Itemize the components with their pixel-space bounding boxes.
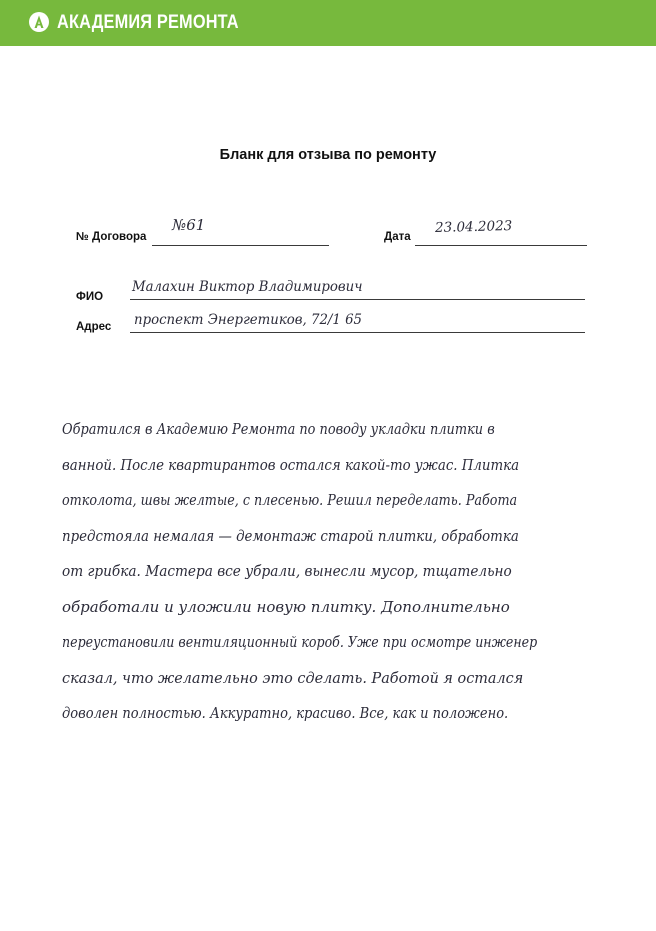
review-line: Обратился в Академию Ремонта по поводу укладки плитки в — [62, 420, 495, 438]
contract-value: №61 — [172, 216, 206, 234]
review-line: переустановили вентиляционный короб. Уже при осмотре инженер — [62, 633, 538, 651]
review-text — [62, 412, 582, 732]
name-value: Малахин Виктор Владимирович — [132, 279, 363, 295]
form-title: Бланк для отзыва по ремонту — [219, 147, 437, 163]
name-underline — [130, 299, 585, 300]
review-line: сказал, что желательно это сделать. Работой я остался — [62, 668, 524, 687]
date-underline — [415, 245, 587, 246]
review-line: обработали и уложили новую плитку. Дополнительно — [62, 597, 510, 616]
brand-name: АКАДЕМИЯ РЕМОНТА — [57, 12, 239, 33]
review-line: предстояла немалая — демонтаж старой плитки, обработка — [62, 526, 519, 545]
date-label: Дата — [384, 231, 411, 243]
review-line: ванной. После квартирантов остался какой-то ужас. Плитка — [62, 455, 520, 474]
review-line: отколота, швы желтые, с плесенью. Решил переделать. Работа — [62, 491, 518, 509]
contract-underline — [152, 245, 329, 246]
address-value: проспект Энергетиков, 72/1 65 — [134, 312, 363, 328]
review-line: от грибка. Мастера все убрали, вынесли мусор, тщательно — [62, 562, 512, 580]
address-underline — [130, 332, 585, 333]
contract-label: № Договора — [76, 231, 147, 243]
review-line: доволен полностью. Аккуратно, красиво. Все, как и положено. — [62, 704, 509, 722]
address-label: Адрес — [76, 321, 112, 333]
name-label: ФИО — [76, 291, 104, 303]
date-value: 23.04.2023 — [434, 217, 513, 237]
academy-logo-icon — [28, 11, 50, 33]
brand-header-bar — [0, 0, 656, 46]
